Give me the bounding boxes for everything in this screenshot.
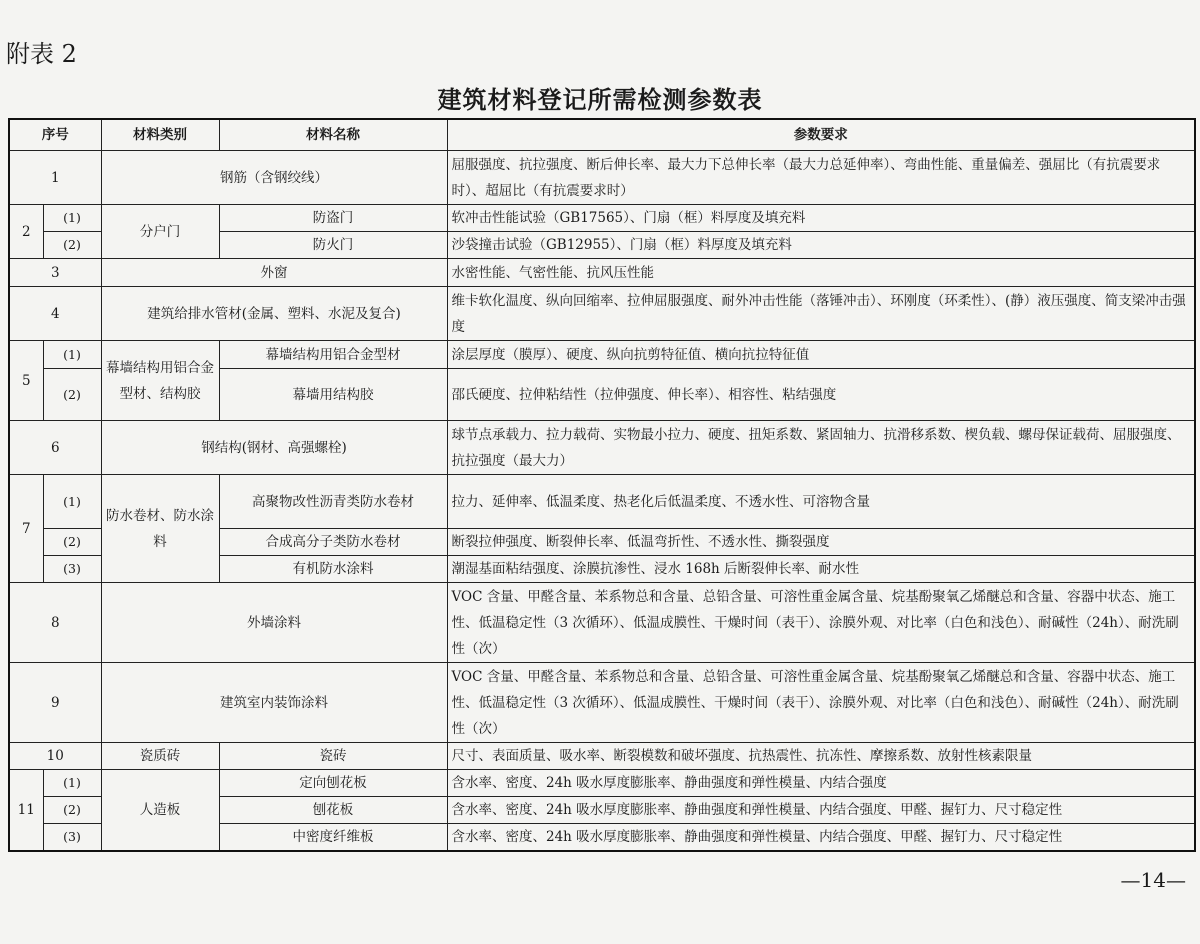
sub-number: (2): [43, 232, 101, 259]
table-row: [9, 743, 1195, 770]
material-name: 高聚物改性沥青类防水卷材: [219, 475, 447, 529]
row-number: 11: [9, 770, 43, 852]
material-name: 防盗门: [219, 205, 447, 232]
table-row: [9, 421, 1195, 475]
requirement-text: 球节点承载力、拉力载荷、实物最小拉力、硬度、扭矩系数、紧固轴力、抗滑移系数、楔负载、螺母保证载荷、屈服强度、抗拉强度（最大力）: [447, 421, 1195, 475]
sub-number: (2): [43, 797, 101, 824]
sub-number: (1): [43, 341, 101, 369]
table-row: [9, 205, 1195, 232]
attachment-label: 附表 2: [6, 40, 77, 68]
requirement-text: 水密性能、气密性能、抗风压性能: [447, 259, 1195, 287]
table-row: [9, 151, 1195, 205]
table-row: [9, 475, 1195, 529]
header-seq: 序号: [9, 119, 101, 151]
row-number: 5: [9, 341, 43, 421]
table-row: [9, 341, 1195, 369]
requirement-text: 潮湿基面粘结强度、涂膜抗渗性、浸水 168h 后断裂伸长率、耐水性: [447, 556, 1195, 583]
material-name: 定向刨花板: [219, 770, 447, 797]
header-name: 材料名称: [219, 119, 447, 151]
sub-number: (3): [43, 824, 101, 852]
row-number: 3: [9, 259, 101, 287]
sub-number: (2): [43, 529, 101, 556]
sub-number: (1): [43, 770, 101, 797]
requirement-text: 沙袋撞击试验（GB12955）、门扇（框）料厚度及填充料: [447, 232, 1195, 259]
material-name: 钢筋（含钢绞线）: [101, 151, 447, 205]
material-category: 幕墙结构用铝合金型材、结构胶: [101, 341, 219, 421]
requirement-text: 断裂拉伸强度、断裂伸长率、低温弯折性、不透水性、撕裂强度: [447, 529, 1195, 556]
material-name: 有机防水涂料: [219, 556, 447, 583]
sub-number: (1): [43, 205, 101, 232]
requirement-text: 含水率、密度、24h 吸水厚度膨胀率、静曲强度和弹性模量、内结合强度: [447, 770, 1195, 797]
row-number: 9: [9, 663, 101, 743]
requirement-text: 邵氏硬度、拉伸粘结性（拉伸强度、伸长率）、相容性、粘结强度: [447, 369, 1195, 421]
table-header-row: [9, 119, 1195, 151]
row-number: 1: [9, 151, 101, 205]
sub-number: (1): [43, 475, 101, 529]
requirement-text: VOC 含量、甲醛含量、苯系物总和含量、总铅含量、可溶性重金属含量、烷基酚聚氧乙烯醚总和含量、容器中状态、施工性、低温稳定性（3 次循环）、低温成膜性、干燥时间（表干）、涂膜外观、对比率（白色和浅色）、耐碱性（24h）、耐洗刷性（次）: [447, 583, 1195, 663]
material-name: 合成高分子类防水卷材: [219, 529, 447, 556]
material-category: 分户门: [101, 205, 219, 259]
page-title: 建筑材料登记所需检测参数表: [437, 86, 763, 114]
material-name: 刨花板: [219, 797, 447, 824]
material-category: 防水卷材、防水涂料: [101, 475, 219, 583]
material-name: 幕墙结构用铝合金型材: [219, 341, 447, 369]
requirement-text: 尺寸、表面质量、吸水率、断裂模数和破坏强度、抗热震性、抗冻性、摩擦系数、放射性核素限量: [447, 743, 1195, 770]
requirement-text: 屈服强度、抗拉强度、断后伸长率、最大力下总伸长率（最大力总延伸率）、弯曲性能、重量偏差、强屈比（有抗震要求时）、超屈比（有抗震要求时）: [447, 151, 1195, 205]
header-requirements: 参数要求: [447, 119, 1195, 151]
material-category: 瓷质砖: [101, 743, 219, 770]
material-name: 中密度纤维板: [219, 824, 447, 852]
material-name: 建筑室内装饰涂料: [101, 663, 447, 743]
material-name: 防火门: [219, 232, 447, 259]
material-name: 外墙涂料: [101, 583, 447, 663]
material-name: 建筑给排水管材(金属、塑料、水泥及复合): [101, 287, 447, 341]
sub-number: (2): [43, 369, 101, 421]
row-number: 10: [9, 743, 101, 770]
requirement-text: 含水率、密度、24h 吸水厚度膨胀率、静曲强度和弹性模量、内结合强度、甲醛、握钉力、尺寸稳定性: [447, 824, 1195, 852]
material-name: 瓷砖: [219, 743, 447, 770]
header-category: 材料类别: [101, 119, 219, 151]
row-number: 6: [9, 421, 101, 475]
row-number: 4: [9, 287, 101, 341]
sub-number: (3): [43, 556, 101, 583]
material-name: 钢结构(钢材、高强螺栓): [101, 421, 447, 475]
material-category: 人造板: [101, 770, 219, 852]
requirement-text: 软冲击性能试验（GB17565）、门扇（框）料厚度及填充料: [447, 205, 1195, 232]
requirement-text: 拉力、延伸率、低温柔度、热老化后低温柔度、不透水性、可溶物含量: [447, 475, 1195, 529]
requirement-text: 含水率、密度、24h 吸水厚度膨胀率、静曲强度和弹性模量、内结合强度、甲醛、握钉力、尺寸稳定性: [447, 797, 1195, 824]
table-row: [9, 663, 1195, 743]
requirement-text: VOC 含量、甲醛含量、苯系物总和含量、总铅含量、可溶性重金属含量、烷基酚聚氧乙烯醚总和含量、容器中状态、施工性、低温稳定性（3 次循环）、低温成膜性、干燥时间（表干）、涂膜外观、对比率（白色和浅色）、耐碱性（24h）、耐洗刷性（次）: [447, 663, 1195, 743]
material-name: 幕墙用结构胶: [219, 369, 447, 421]
material-name: 外窗: [101, 259, 447, 287]
parameters-table: [8, 118, 1196, 852]
requirement-text: 涂层厚度（膜厚）、硬度、纵向抗剪特征值、横向抗拉特征值: [447, 341, 1195, 369]
row-number: 7: [9, 475, 43, 583]
row-number: 2: [9, 205, 43, 259]
requirement-text: 维卡软化温度、纵向回缩率、拉伸屈服强度、耐外冲击性能（落锤冲击）、环刚度（环柔性）、(静）液压强度、简支梁冲击强度: [447, 287, 1195, 341]
table-row: [9, 583, 1195, 663]
table-row: [9, 770, 1195, 797]
table-row: [9, 287, 1195, 341]
page-number: —14—: [1120, 868, 1186, 892]
row-number: 8: [9, 583, 101, 663]
table-row: [9, 259, 1195, 287]
